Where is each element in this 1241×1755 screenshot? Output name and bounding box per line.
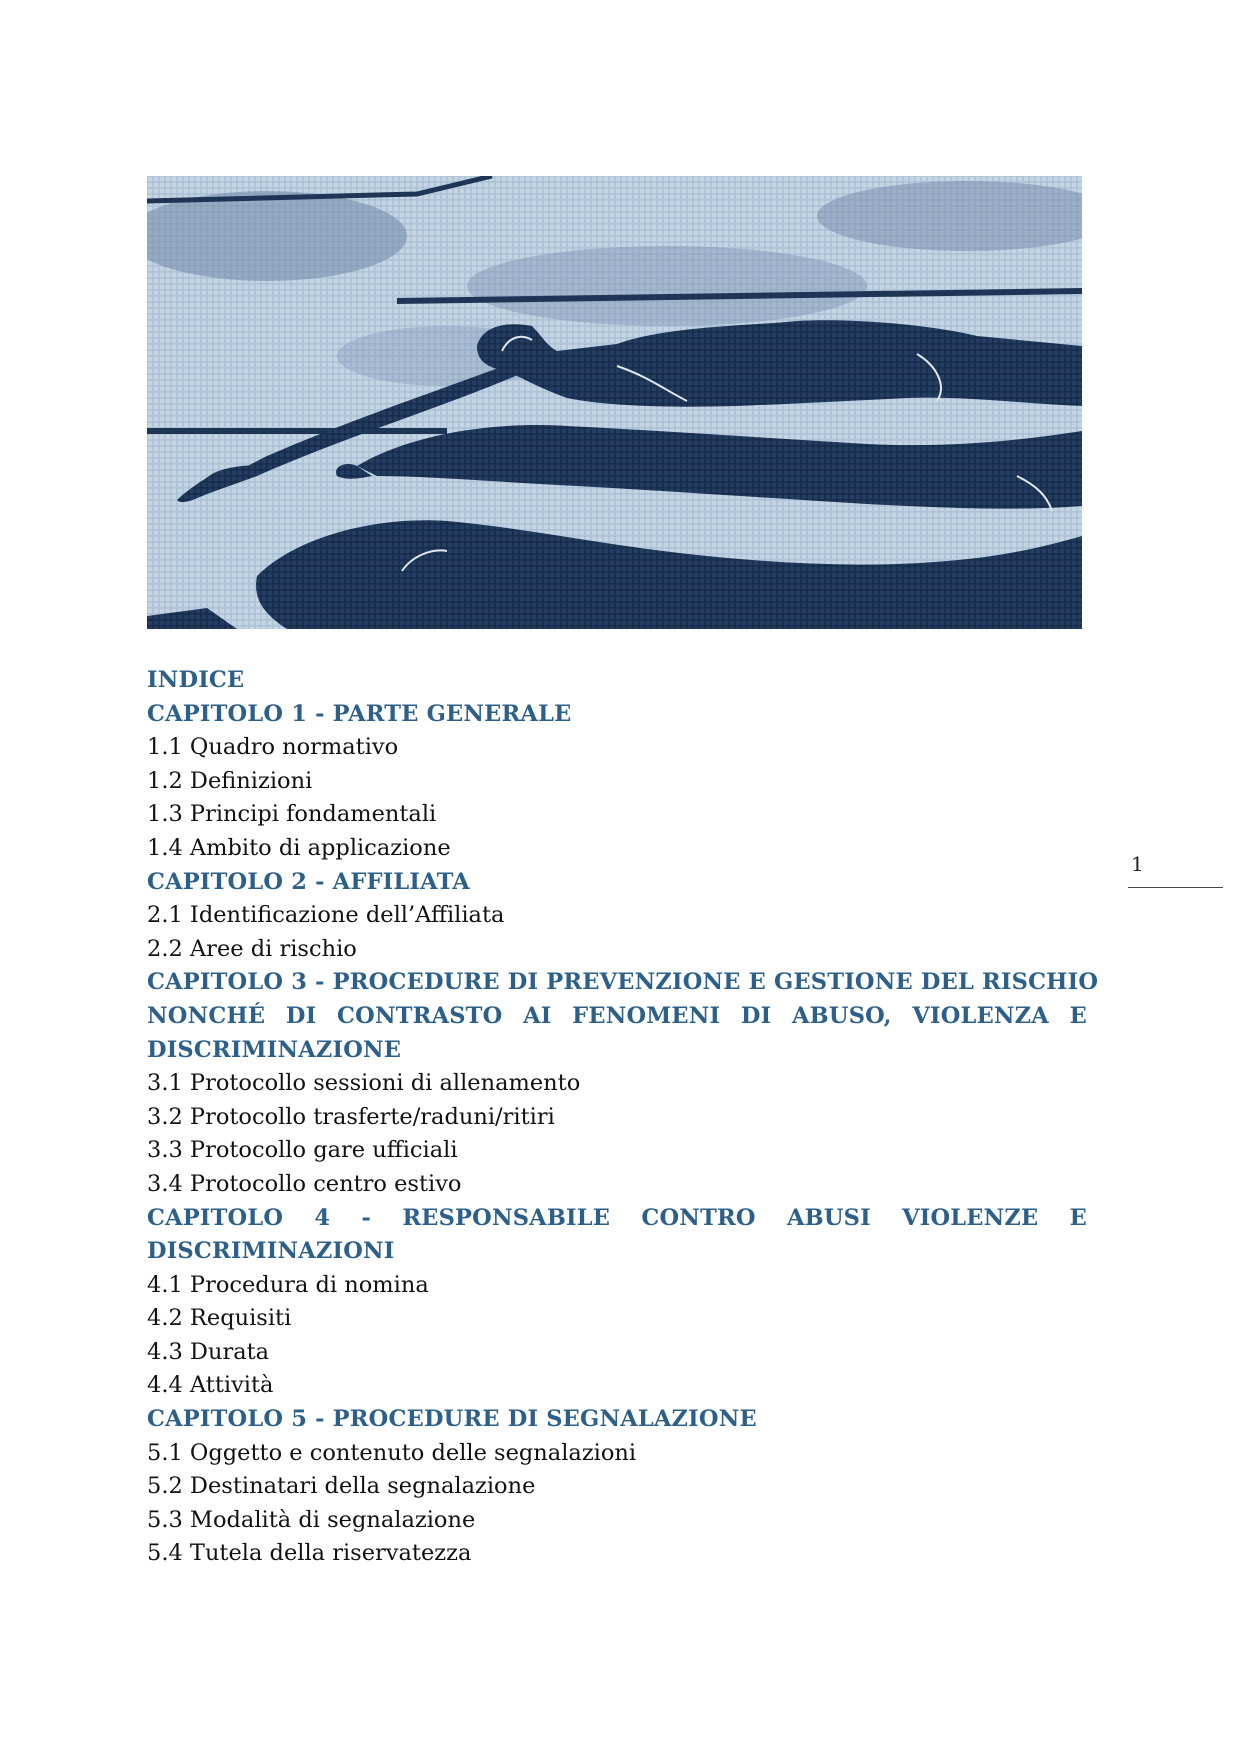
toc-entry[interactable]: 3.3 Protocollo gare ufficiali	[147, 1137, 458, 1164]
chapter-3	[147, 966, 1099, 1201]
chapter-heading-line: DISCRIMINAZIONI	[147, 1238, 395, 1265]
chapter-1	[147, 698, 1087, 866]
toc-entry[interactable]: 5.2 Destinatari della segnalazione	[147, 1473, 536, 1500]
toc-entry[interactable]: 1.2 Definizioni	[147, 767, 313, 794]
chapter-heading-line: NONCHÉ DI CONTRASTO AI FENOMENI DI ABUSO, VIOLENZA E	[147, 1002, 1087, 1029]
toc-entry[interactable]: 1.4 Ambito di applicazione	[147, 834, 451, 861]
toc-entry[interactable]: 3.1 Protocollo sessioni di allenamento	[147, 1070, 581, 1097]
chapter-2	[147, 866, 1087, 967]
toc-entry[interactable]: 4.3 Durata	[147, 1338, 270, 1365]
toc-entry[interactable]: 5.1 Oggetto e contenuto delle segnalazioni	[147, 1439, 637, 1466]
chapter-heading-line: DISCRIMINAZIONE	[147, 1036, 402, 1063]
toc-title: INDICE	[147, 667, 245, 693]
toc-entry[interactable]: 1.3 Principi fondamentali	[147, 801, 437, 828]
toc-entry[interactable]: 2.2 Aree di rischio	[147, 935, 357, 962]
chapter-5	[147, 1403, 1087, 1571]
chapter-heading[interactable]	[147, 1202, 1087, 1269]
chapter-heading[interactable]: CAPITOLO 5 - PROCEDURE DI SEGNALAZIONE	[147, 1406, 757, 1433]
toc-entry[interactable]: 5.3 Modalità di segnalazione	[147, 1506, 476, 1533]
chapter-heading-line: CAPITOLO 4 - RESPONSABILE CONTRO ABUSI VIOLENZE E	[147, 1204, 1087, 1231]
chapter-heading[interactable]: CAPITOLO 2 - AFFILIATA	[147, 868, 470, 895]
toc-entry[interactable]: 4.2 Requisiti	[147, 1305, 292, 1332]
toc-entry[interactable]: 4.1 Procedura di nomina	[147, 1271, 429, 1298]
chapter-heading[interactable]: CAPITOLO 1 - PARTE GENERALE	[147, 700, 572, 727]
page-number: 1	[1131, 852, 1144, 876]
table-of-contents	[147, 664, 1099, 1571]
chapter-heading[interactable]	[147, 966, 1099, 1067]
toc-entry[interactable]: 3.4 Protocollo centro estivo	[147, 1170, 462, 1197]
chapter-heading-line: CAPITOLO 3 - PROCEDURE DI PREVENZIONE E GESTIONE DEL RISCHIO	[147, 969, 1099, 996]
mosaic-illustration	[147, 176, 1082, 629]
chapter-4	[147, 1202, 1087, 1404]
toc-entry[interactable]: 4.4 Attività	[147, 1372, 274, 1399]
toc-entry[interactable]: 3.2 Protocollo trasferte/raduni/ritiri	[147, 1103, 555, 1130]
mosaic-swimmers-photo	[147, 176, 1082, 629]
toc-entry[interactable]: 5.4 Tutela della riservatezza	[147, 1540, 472, 1567]
page-number-rule	[1128, 887, 1223, 888]
toc-entry[interactable]: 1.1 Quadro normativo	[147, 734, 399, 761]
toc-entry[interactable]: 2.1 Identificazione dell’Affiliata	[147, 902, 505, 929]
